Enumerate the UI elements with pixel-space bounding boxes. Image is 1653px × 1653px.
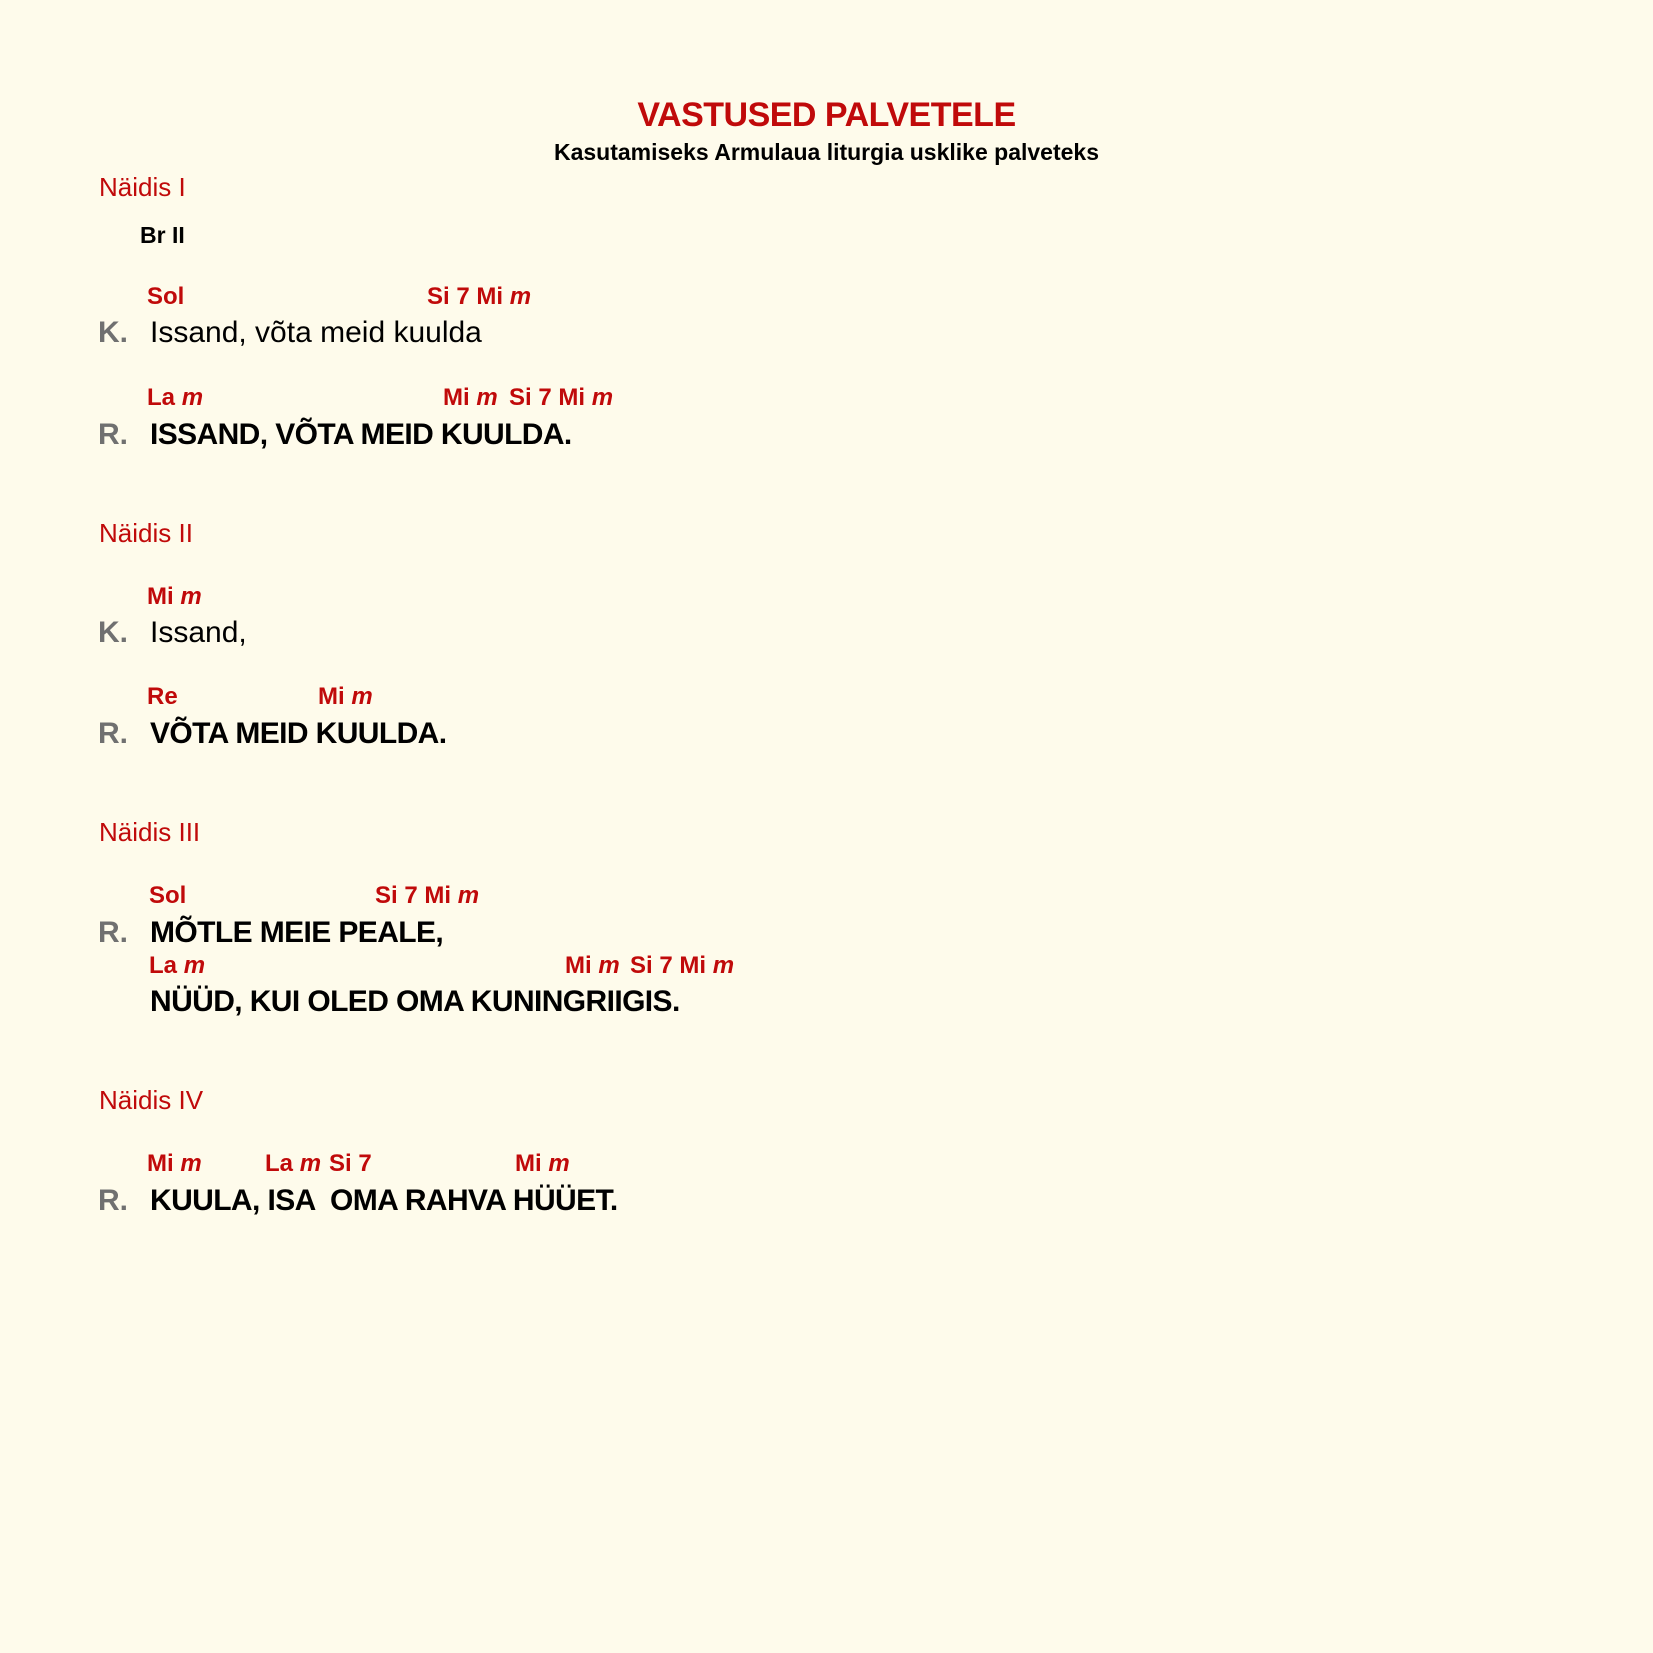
- role-marker: R.: [98, 717, 128, 750]
- page-title: VASTUSED PALVETELE: [637, 96, 1016, 134]
- page-subtitle: Kasutamiseks Armulaua liturgia usklike palveteks: [553, 139, 1099, 165]
- role-marker: R.: [98, 916, 128, 949]
- lyric-line: KUULA, ISA OMA RAHVA HÜÜET.: [150, 1184, 618, 1217]
- chord-label: Sol: [147, 283, 185, 310]
- chord-label: Sol: [149, 882, 187, 909]
- chord-label: Mi m: [565, 952, 620, 979]
- lyric-line: VÕTA MEID KUULDA.: [150, 717, 447, 750]
- chord-label: Re: [147, 683, 178, 710]
- chord-label: Si 7: [329, 1150, 372, 1177]
- role-marker: K.: [98, 316, 128, 349]
- chord-label: Si 7 Mi m: [375, 882, 480, 909]
- chord-label: Si 7 Mi m: [509, 384, 614, 411]
- chord-label: Mi m: [443, 384, 498, 411]
- section-heading: Näidis II: [99, 518, 193, 548]
- lyric-line: Issand, võta meid kuulda: [150, 316, 482, 349]
- chord-label: La m: [149, 952, 206, 979]
- lyric-line: MÕTLE MEIE PEALE,: [150, 916, 444, 949]
- lyric-line: Issand,: [150, 616, 247, 649]
- chord-label: Mi m: [515, 1150, 570, 1177]
- chord-label: La m: [147, 384, 204, 411]
- section-note: Br II: [140, 222, 185, 248]
- chord-label: Mi m: [147, 583, 202, 610]
- section-heading: Näidis III: [99, 817, 201, 847]
- section-heading: Näidis I: [99, 172, 186, 202]
- role-marker: R.: [98, 1184, 128, 1217]
- lyric-line: NÜÜD, KUI OLED OMA KUNINGRIIGIS.: [150, 985, 680, 1018]
- chord-label: La m: [265, 1150, 322, 1177]
- chord-label: Si 7 Mi m: [630, 952, 735, 979]
- lyric-line: ISSAND, VÕTA MEID KUULDA.: [150, 418, 572, 451]
- chord-label: Si 7 Mi m: [427, 283, 532, 310]
- section-heading: Näidis IV: [99, 1085, 204, 1115]
- chord-label: Mi m: [147, 1150, 202, 1177]
- chord-label: Mi m: [318, 683, 373, 710]
- role-marker: K.: [98, 616, 128, 649]
- role-marker: R.: [98, 418, 128, 451]
